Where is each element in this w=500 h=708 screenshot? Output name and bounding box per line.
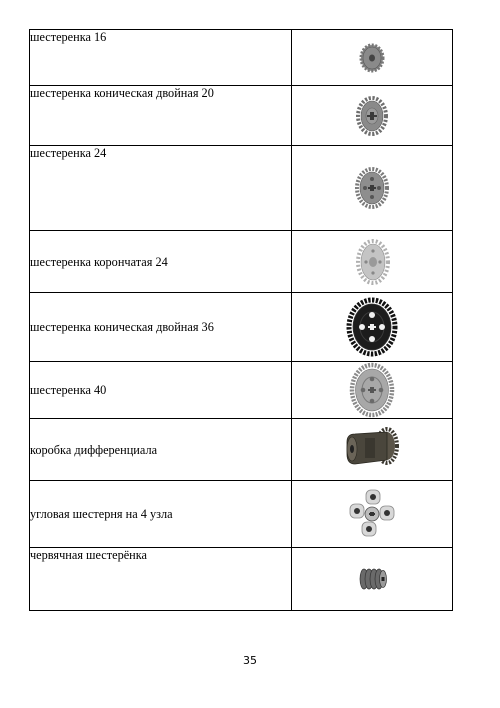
double-bevel-gear-20-icon [355, 94, 389, 138]
part-name: шестеренка 16 [30, 30, 292, 86]
worm-gear-icon [355, 564, 389, 594]
parts-table [29, 29, 453, 611]
part-name: шестеренка 24 [30, 146, 292, 231]
differential-housing-icon [341, 424, 403, 476]
table-row [30, 481, 453, 548]
crown-gear-24-icon [352, 236, 392, 288]
table-row [30, 86, 453, 146]
table-row [30, 146, 453, 231]
part-name: коробка дифференциала [30, 419, 292, 481]
table-row [30, 362, 453, 419]
part-image-cell [292, 231, 453, 293]
table-row [30, 548, 453, 611]
part-image-cell [292, 293, 453, 362]
table-row [30, 293, 453, 362]
table-row [30, 30, 453, 86]
part-image-cell [292, 146, 453, 231]
part-image-cell [292, 86, 453, 146]
spur-gear-16-icon [357, 41, 387, 75]
double-bevel-gear-36-icon [345, 296, 399, 358]
part-image-cell [292, 30, 453, 86]
spur-gear-24-icon [354, 165, 390, 211]
page-number: 35 [243, 654, 257, 667]
angular-connector-4-icon [344, 486, 400, 542]
part-name: червячная шестерёнка [30, 548, 292, 611]
part-name: шестеренка 40 [30, 362, 292, 419]
part-name: шестеренка корончатая 24 [30, 231, 292, 293]
table-row [30, 419, 453, 481]
part-image-cell [292, 481, 453, 548]
part-image-cell [292, 548, 453, 611]
part-name: угловая шестерня на 4 узла [30, 481, 292, 548]
part-image-cell [292, 362, 453, 419]
part-image-cell [292, 419, 453, 481]
part-name: шестеренка коническая двойная 20 [30, 86, 292, 146]
table-row [30, 231, 453, 293]
spur-gear-40-icon [348, 362, 396, 418]
part-name: шестеренка коническая двойная 36 [30, 293, 292, 362]
